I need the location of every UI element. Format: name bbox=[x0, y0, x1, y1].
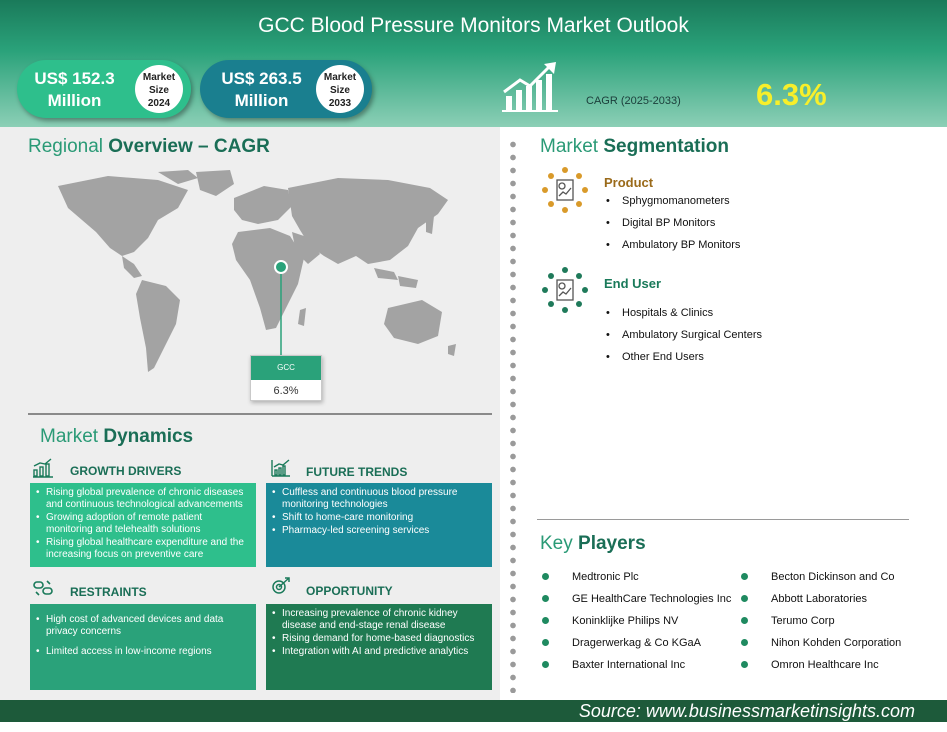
list-item: • Growing adoption of remote patient monitoring and telehealth solutions bbox=[36, 512, 250, 536]
market-size-2024-label bbox=[135, 65, 183, 113]
players-list-left bbox=[538, 571, 738, 672]
product-heading: Product bbox=[604, 175, 654, 190]
list-item: • Limited access in low-income regions bbox=[36, 646, 250, 658]
end-user-icon bbox=[541, 266, 589, 314]
list-item: • Increasing prevalence of chronic kidney disease and end-stage renal disease bbox=[272, 608, 486, 632]
title-light: Key bbox=[540, 533, 573, 554]
opportunity-box bbox=[266, 604, 492, 690]
list-item: • Hospitals & Clinics bbox=[604, 306, 762, 328]
market-size-2024-pill bbox=[17, 60, 191, 118]
growth-chart-icon bbox=[500, 60, 564, 112]
market-size-2033-pill bbox=[200, 60, 372, 118]
key-players-title bbox=[540, 533, 646, 555]
player-item: Abbott Laboratories bbox=[737, 593, 937, 606]
market-segmentation-title bbox=[540, 136, 729, 158]
list-item: • Ambulatory BP Monitors bbox=[604, 238, 740, 260]
list-item: • Rising demand for home-based diagnostics bbox=[272, 633, 486, 645]
future-trends-box bbox=[266, 483, 492, 567]
opportunity-heading: OPPORTUNITY bbox=[306, 584, 393, 598]
title-light: Market bbox=[540, 136, 599, 157]
player-item: Omron Healthcare Inc bbox=[737, 659, 937, 672]
vertical-dotted-divider bbox=[510, 138, 516, 693]
player-item: Terumo Corp bbox=[737, 615, 937, 628]
label-year: 2033 bbox=[328, 98, 352, 109]
market-size-2024-value bbox=[17, 68, 132, 112]
list-item: • Rising global healthcare expenditure and the increasing focus on preventive care bbox=[36, 537, 250, 561]
title-bold: Dynamics bbox=[103, 426, 194, 447]
player-item: Dragerwerkag & Co KGaA bbox=[538, 637, 738, 650]
label-line: Market bbox=[323, 72, 357, 83]
list-item: • Other End Users bbox=[604, 350, 762, 372]
label-line: Size bbox=[148, 85, 169, 96]
player-item: Medtronic Plc bbox=[538, 571, 738, 584]
title-bold: Players bbox=[578, 533, 646, 554]
player-item: GE HealthCare Technologies Inc bbox=[538, 593, 738, 606]
player-item: Nihon Kohden Corporation bbox=[737, 637, 937, 650]
restraints-box bbox=[30, 604, 256, 690]
cagr-label: CAGR (2025-2033) bbox=[586, 95, 681, 107]
growth-drivers-box bbox=[30, 483, 256, 567]
title-light: Regional bbox=[28, 136, 103, 157]
list-item: • Sphygmomanometers bbox=[604, 194, 740, 216]
list-item: • Ambulatory Surgical Centers bbox=[604, 328, 762, 350]
list-item: • High cost of advanced devices and data privacy concerns bbox=[36, 614, 250, 638]
label-year: 2024 bbox=[147, 98, 171, 109]
list-item: • Digital BP Monitors bbox=[604, 216, 740, 238]
gcc-marker bbox=[275, 261, 287, 273]
bar-growth-icon bbox=[32, 458, 54, 478]
section-divider bbox=[537, 519, 909, 520]
market-size-2024-amount: US$ 152.3 bbox=[34, 69, 115, 88]
list-item: • Shift to home-care monitoring bbox=[272, 512, 486, 524]
list-item: • Rising global prevalence of chronic diseases and continuous technological advancements bbox=[36, 487, 250, 511]
callout-value: 6.3% bbox=[273, 385, 299, 397]
player-item: Koninklijke Philips NV bbox=[538, 615, 738, 628]
header-banner bbox=[0, 0, 947, 127]
gcc-callout bbox=[250, 355, 322, 401]
label-line: Market bbox=[142, 72, 176, 83]
section-divider bbox=[28, 413, 492, 415]
market-size-2024-unit: Million bbox=[47, 91, 102, 110]
restraints-heading: RESTRAINTS bbox=[70, 585, 147, 599]
list-item: • Pharmacy-led screening services bbox=[272, 525, 486, 537]
market-size-2033-amount: US$ 263.5 bbox=[221, 69, 302, 88]
players-list-right bbox=[737, 571, 937, 672]
source-text: Source: www.businessmarketinsights.com bbox=[578, 701, 915, 721]
trend-chart-icon bbox=[270, 458, 292, 478]
list-item: • Cuffless and continuous blood pressure monitoring technologies bbox=[272, 487, 486, 511]
product-icon bbox=[541, 166, 589, 214]
title-bold: Segmentation bbox=[603, 136, 729, 157]
end-user-heading: End User bbox=[604, 276, 662, 291]
market-size-2033-label bbox=[316, 65, 364, 113]
gear-target-icon bbox=[270, 576, 292, 596]
product-list bbox=[604, 194, 740, 260]
market-dynamics-title bbox=[40, 426, 193, 448]
page-title: GCC Blood Pressure Monitors Market Outlook bbox=[258, 14, 689, 37]
market-size-2033-unit: Million bbox=[234, 91, 289, 110]
callout-region: GCC bbox=[251, 356, 321, 380]
regional-overview-title bbox=[28, 136, 270, 158]
list-item: • Integration with AI and predictive analytics bbox=[272, 646, 486, 658]
label-line: Size bbox=[329, 85, 350, 96]
cagr-value: 6.3% bbox=[756, 77, 827, 112]
title-light: Market bbox=[40, 426, 99, 447]
player-item: Becton Dickinson and Co bbox=[737, 571, 937, 584]
market-size-2033-value bbox=[204, 68, 319, 112]
end-user-list bbox=[604, 306, 762, 372]
broken-link-icon bbox=[32, 578, 54, 598]
player-item: Baxter International Inc bbox=[538, 659, 738, 672]
growth-drivers-heading: GROWTH DRIVERS bbox=[70, 464, 182, 478]
future-trends-heading: FUTURE TRENDS bbox=[306, 465, 408, 479]
footer-bar bbox=[0, 700, 947, 722]
title-bold: Overview – CAGR bbox=[108, 136, 270, 157]
